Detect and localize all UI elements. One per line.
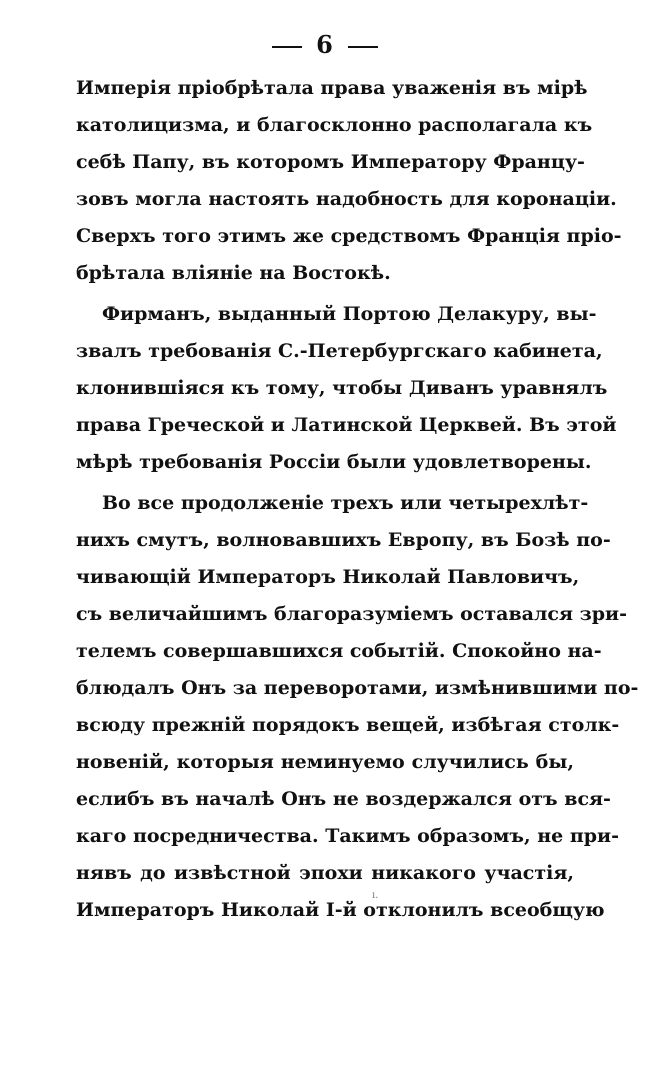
text-line: Имперія пріобрѣтала права уваженія въ мірѣ [76,77,588,99]
text-line: новеній, которыя неминуемо случились бы, [76,751,574,773]
text-line: чивающій Императоръ Николай Павловичъ, [76,566,580,588]
text-line: мѣрѣ требованія Россіи были удовлетворены. [76,451,592,473]
text-line: себѣ Папу, въ которомъ Императору Францу- [76,151,585,173]
page-header [0,30,650,59]
text-line: телемъ совершавшихся событій. Спокойно на- [76,640,602,662]
left-dash [272,46,302,48]
text-line: зовъ могла настоять надобность для коронаціи. [76,188,617,210]
paragraph-2 [76,296,617,481]
text-line: клонившіяся къ тому, чтобы Диванъ уравнялъ [76,377,608,399]
footer-mark: ı. [372,890,379,901]
text-line: звалъ требованія С.-Петербургскаго кабинета, [76,340,603,362]
text-line: права Греческой и Латинской Церквей. Въ этой [76,414,617,436]
text-line: нявъ до извѣстной эпохи никакого участія, [76,862,574,884]
paragraph-1 [76,70,622,292]
paragraph-3 [76,485,639,929]
text-line: каго посредничества. Такимъ образомъ, не при- [76,825,620,847]
text-line: Сверхъ того этимъ же средствомъ Франція пріо- [76,225,622,247]
page-number: 6 [316,30,334,59]
text-line: блюдалъ Онъ за переворотами, измѣнившими по- [76,677,639,699]
text-line: нихъ смутъ, волновавшихъ Европу, въ Бозѣ по- [76,529,611,551]
text-line: съ величайшимъ благоразуміемъ оставался зри- [76,603,627,625]
body-text [76,70,639,929]
text-line: Фирманъ, выданный Портою Делакуру, вы- [102,303,597,325]
text-line: брѣтала вліяніе на Востокѣ. [76,262,391,284]
text-line: Во все продолженіе трехъ или четырехлѣт- [102,492,589,514]
text-line: всюду прежній порядокъ вещей, избѣгая столк- [76,714,620,736]
text-line: католицизма, и благосклонно располагала къ [76,114,593,136]
text-line: Императоръ Николай I-й отклонилъ всеобщую [76,899,605,921]
text-line: еслибъ въ началѣ Онъ не воздержался отъ вся- [76,788,611,810]
right-dash [348,46,378,48]
